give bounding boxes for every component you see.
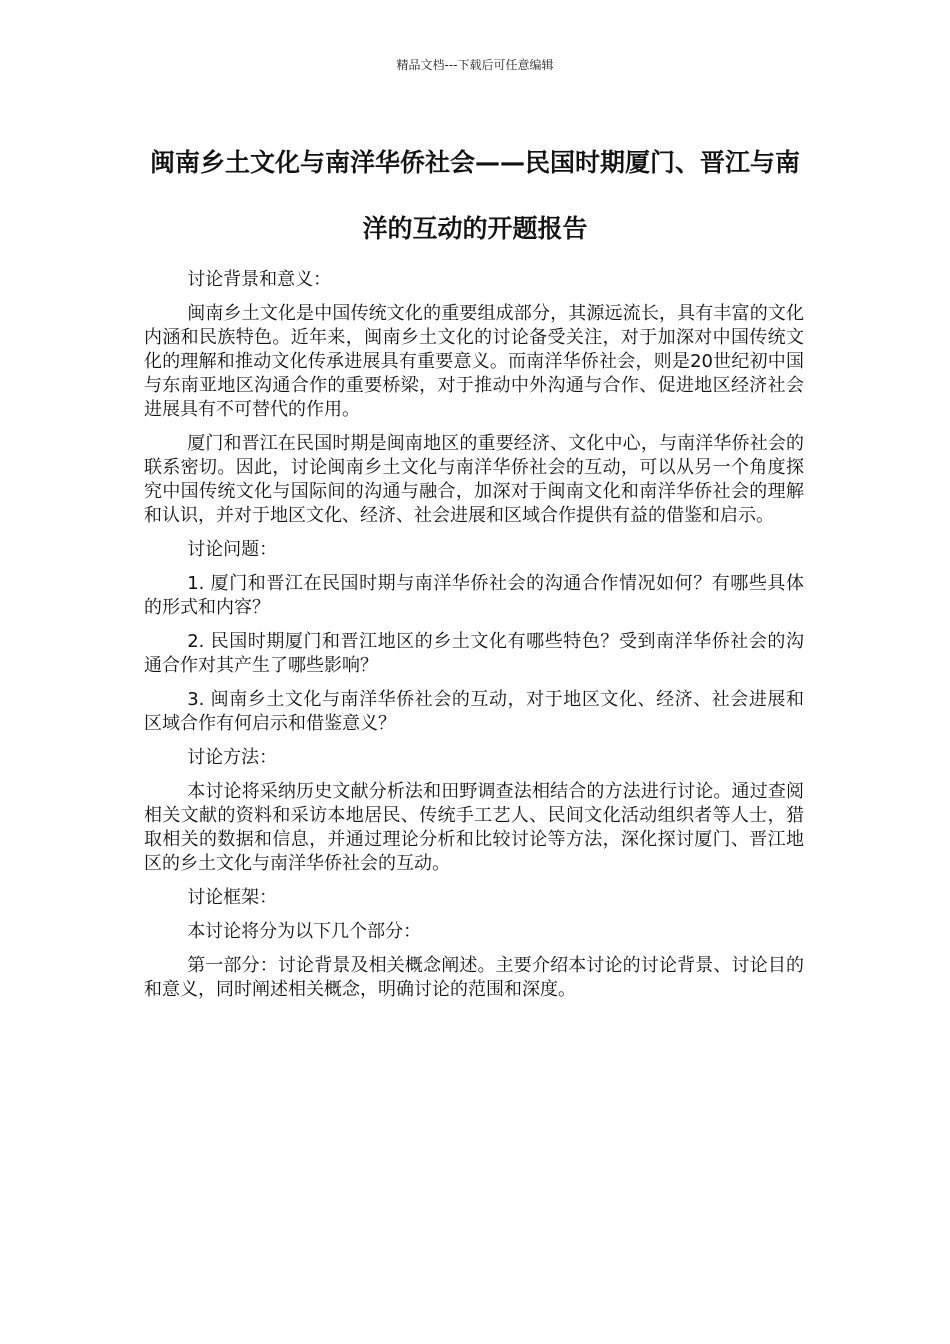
document-body [144, 268, 804, 1012]
question-item-3: 3. 闽南乡土文化与南洋华侨社会的互动，对于地区文化、经济、社会进展和区域合作有何启示和借鉴意义？ [144, 689, 804, 734]
paragraph-framework-part-1: 第一部分：讨论背景及相关概念阐述。主要介绍本讨论的讨论背景、讨论目的和意义，同时阐述相关概念，明确讨论的范围和深度。 [144, 955, 804, 1000]
paragraph-background-2: 厦门和晋江在民国时期是闽南地区的重要经济、文化中心，与南洋华侨社会的联系密切。因此，讨论闽南乡土文化与南洋华侨社会的互动，可以从另一个角度探究中国传统文化与国际间的沟通与融合，加深对于闽南文化和南洋华侨社会的理解和认识，并对于地区文化、经济、社会进展和区域合作提供有益的借鉴和启示。 [144, 433, 804, 526]
paragraph-methods: 本讨论将采纳历史文献分析法和田野调查法相结合的方法进行讨论。通过查阅相关文献的资料和采访本地居民、传统手工艺人、民间文化活动组织者等人士，猎取相关的数据和信息，并通过理论分析和比较讨论等方法，深化探讨厦门、晋江地区的乡土文化与南洋华侨社会的互动。 [144, 781, 804, 874]
question-item-2: 2. 民国时期厦门和晋江地区的乡土文化有哪些特色？受到南洋华侨社会的沟通合作对其产生了哪些影响？ [144, 631, 804, 676]
document-title: 闽南乡土文化与南洋华侨社会——民国时期厦门、晋江与南洋的互动的开题报告 [149, 148, 800, 243]
section-heading-framework: 讨论框架： [187, 887, 278, 908]
paragraph-background-1: 闽南乡土文化是中国传统文化的重要组成部分，其源远流长，具有丰富的文化内涵和民族特色。近年来，闽南乡土文化的讨论备受关注，对于加深对中国传统文化的理解和推动文化传承进展具有重要意义。而南洋华侨社会，则是20世纪初中国与东南亚地区沟通合作的重要桥梁，对于推动中外沟通与合作、促进地区经济社会进展具有不可替代的作用。 [144, 303, 804, 420]
section-heading-background: 讨论背景和意义： [187, 269, 332, 290]
section-heading-questions: 讨论问题： [187, 539, 278, 560]
section-heading-methods: 讨论方法： [187, 747, 278, 768]
page-header: 精品文档---下载后可任意编辑 [396, 58, 554, 72]
paragraph-framework-intro: 本讨论将分为以下几个部分： [187, 921, 422, 942]
question-item-1: 1. 厦门和晋江在民国时期与南洋华侨社会的沟通合作情况如何？有哪些具体的形式和内容？ [144, 573, 804, 618]
